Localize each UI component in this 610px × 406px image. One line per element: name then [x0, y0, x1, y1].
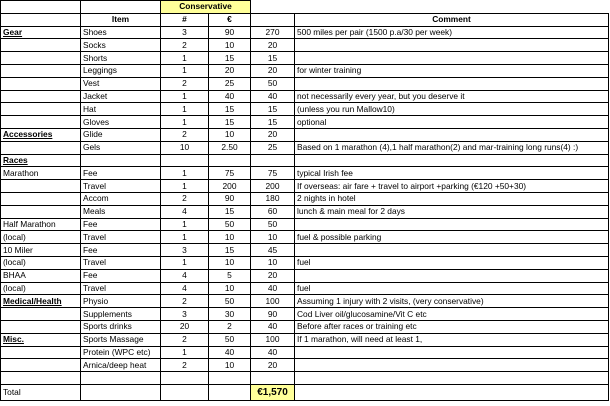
table-row — [1, 256, 609, 269]
count-cell[interactable]: 1 — [161, 116, 209, 129]
count-cell[interactable]: 1 — [161, 103, 209, 116]
count-cell[interactable]: 2 — [161, 128, 209, 141]
total-cell[interactable]: 20 — [251, 64, 295, 77]
cell[interactable] — [1, 372, 81, 385]
comment-cell[interactable] — [295, 77, 609, 90]
total-cell[interactable]: 10 — [251, 256, 295, 269]
table-row — [1, 128, 609, 141]
price-cell[interactable]: 2 — [209, 320, 251, 333]
comment-cell[interactable]: If 1 marathon, will need at least 1, — [295, 333, 609, 346]
table-row — [1, 141, 609, 154]
section-cell[interactable] — [1, 141, 81, 154]
comment-cell[interactable] — [295, 269, 609, 282]
cell[interactable] — [209, 372, 251, 385]
item-cell[interactable]: Meals — [81, 205, 161, 218]
table-row — [1, 154, 609, 167]
count-cell[interactable]: 20 — [161, 320, 209, 333]
comment-cell[interactable]: not necessarily every year, but you deserve it — [295, 90, 609, 103]
total-row — [1, 384, 609, 400]
count-cell[interactable]: 2 — [161, 333, 209, 346]
total-cell[interactable]: 50 — [251, 218, 295, 231]
total-cell[interactable]: 25 — [251, 141, 295, 154]
price-cell[interactable]: 50 — [209, 333, 251, 346]
price-cell[interactable]: 25 — [209, 77, 251, 90]
item-cell[interactable]: Fee — [81, 218, 161, 231]
total-cell[interactable]: 270 — [251, 26, 295, 39]
cell[interactable] — [1, 1, 81, 14]
price-cell[interactable]: 40 — [209, 90, 251, 103]
header-row — [1, 13, 609, 26]
table-row — [1, 52, 609, 65]
price-cell[interactable]: 10 — [209, 359, 251, 372]
table-row — [1, 26, 609, 39]
section-cell[interactable]: (local) — [1, 282, 81, 295]
table-row — [1, 359, 609, 372]
item-cell[interactable]: Fee — [81, 244, 161, 257]
count-cell[interactable]: 2 — [161, 39, 209, 52]
total-cell[interactable]: 40 — [251, 90, 295, 103]
grand-total[interactable]: €1,570 — [251, 384, 295, 400]
total-cell[interactable]: 20 — [251, 128, 295, 141]
comment-cell[interactable]: Assuming 1 injury with 2 visits, (very conservative) — [295, 295, 609, 308]
comment-cell[interactable] — [295, 218, 609, 231]
cell[interactable] — [161, 372, 209, 385]
total-cell[interactable]: 40 — [251, 282, 295, 295]
table-row — [1, 295, 609, 308]
section-cell[interactable]: Accessories — [1, 128, 81, 141]
price-cell[interactable]: 15 — [209, 244, 251, 257]
item-cell[interactable]: Sports drinks — [81, 320, 161, 333]
price-cell[interactable]: 90 — [209, 192, 251, 205]
cell[interactable] — [81, 372, 161, 385]
count-cell[interactable]: 1 — [161, 90, 209, 103]
comment-cell[interactable]: (unless you run Mallow10) — [295, 103, 609, 116]
section-cell[interactable] — [1, 90, 81, 103]
section-cell[interactable]: BHAA — [1, 269, 81, 282]
table-row — [1, 231, 609, 244]
table-row — [1, 333, 609, 346]
price-cell[interactable]: 10 — [209, 128, 251, 141]
count-cell[interactable]: 1 — [161, 52, 209, 65]
section-cell[interactable]: Misc. — [1, 333, 81, 346]
total-cell[interactable]: 100 — [251, 333, 295, 346]
section-cell[interactable] — [1, 52, 81, 65]
price-cell[interactable]: 50 — [209, 218, 251, 231]
count-cell[interactable] — [161, 154, 209, 167]
cell — [251, 1, 295, 14]
comment-cell[interactable]: Cod Liver oil/glucosamine/Vit C etc — [295, 308, 609, 321]
comment-cell[interactable] — [295, 359, 609, 372]
table-row — [1, 320, 609, 333]
item-cell[interactable]: Supplements — [81, 308, 161, 321]
count-cell[interactable]: 1 — [161, 256, 209, 269]
comment-cell[interactable]: lunch & main meal for 2 days — [295, 205, 609, 218]
count-cell[interactable]: 1 — [161, 346, 209, 359]
total-cell[interactable]: 15 — [251, 116, 295, 129]
total-cell[interactable]: 10 — [251, 231, 295, 244]
price-cell[interactable]: 200 — [209, 180, 251, 193]
spacer-row — [1, 372, 609, 385]
price-cell[interactable]: 20 — [209, 64, 251, 77]
item-cell[interactable]: Hat — [81, 103, 161, 116]
section-cell[interactable]: Half Marathon — [1, 218, 81, 231]
comment-cell[interactable] — [295, 244, 609, 257]
comment-cell[interactable]: for winter training — [295, 64, 609, 77]
price-cell[interactable]: 75 — [209, 167, 251, 180]
price-cell[interactable]: 15 — [209, 116, 251, 129]
item-cell[interactable]: Fee — [81, 269, 161, 282]
section-cell[interactable]: Medical/Health — [1, 295, 81, 308]
section-cell[interactable] — [1, 308, 81, 321]
header-blank[interactable] — [1, 13, 81, 26]
section-cell[interactable] — [1, 192, 81, 205]
table-row — [1, 244, 609, 257]
comment-cell[interactable]: typical Irish fee — [295, 167, 609, 180]
comment-cell[interactable]: If overseas: air fare + travel to airport +parking (€120 +50+30) — [295, 180, 609, 193]
section-cell[interactable] — [1, 205, 81, 218]
cell[interactable] — [81, 384, 161, 400]
count-cell[interactable]: 2 — [161, 77, 209, 90]
item-cell[interactable]: Sports Massage — [81, 333, 161, 346]
section-cell[interactable] — [1, 77, 81, 90]
total-cell[interactable]: 50 — [251, 77, 295, 90]
section-cell[interactable] — [1, 346, 81, 359]
count-cell[interactable]: 10 — [161, 141, 209, 154]
table-row — [1, 180, 609, 193]
scenario-row — [1, 1, 609, 14]
header-price[interactable]: € — [209, 13, 251, 26]
price-cell[interactable]: 10 — [209, 256, 251, 269]
item-cell[interactable]: Socks — [81, 39, 161, 52]
total-cell[interactable]: 100 — [251, 295, 295, 308]
table-row — [1, 218, 609, 231]
section-cell[interactable] — [1, 320, 81, 333]
price-cell[interactable]: 5 — [209, 269, 251, 282]
count-cell[interactable]: 1 — [161, 180, 209, 193]
count-cell[interactable]: 3 — [161, 308, 209, 321]
item-cell[interactable]: Travel — [81, 256, 161, 269]
item-cell[interactable]: Physio — [81, 295, 161, 308]
comment-cell[interactable]: 2 nights in hotel — [295, 192, 609, 205]
comment-cell[interactable]: fuel — [295, 282, 609, 295]
total-cell[interactable]: 20 — [251, 39, 295, 52]
item-cell[interactable]: Accom — [81, 192, 161, 205]
table-row — [1, 167, 609, 180]
comment-cell[interactable]: optional — [295, 116, 609, 129]
total-cell[interactable]: 180 — [251, 192, 295, 205]
comment-cell[interactable] — [295, 128, 609, 141]
price-cell[interactable]: 30 — [209, 308, 251, 321]
total-cell[interactable]: 200 — [251, 180, 295, 193]
section-cell[interactable] — [1, 64, 81, 77]
count-cell[interactable]: 4 — [161, 269, 209, 282]
price-cell[interactable]: 10 — [209, 39, 251, 52]
count-cell[interactable]: 3 — [161, 244, 209, 257]
table-row — [1, 308, 609, 321]
section-cell[interactable]: Gear — [1, 26, 81, 39]
table-row — [1, 205, 609, 218]
table-row — [1, 64, 609, 77]
cell[interactable] — [295, 372, 609, 385]
comment-cell[interactable]: Before after races or training etc — [295, 320, 609, 333]
price-cell[interactable]: 15 — [209, 205, 251, 218]
price-cell[interactable]: 15 — [209, 52, 251, 65]
total-cell[interactable]: 90 — [251, 308, 295, 321]
table-row — [1, 103, 609, 116]
section-cell[interactable] — [1, 359, 81, 372]
section-cell[interactable]: Marathon — [1, 167, 81, 180]
cell — [295, 1, 609, 14]
item-cell[interactable]: Shoes — [81, 26, 161, 39]
table-row — [1, 116, 609, 129]
count-cell[interactable]: 1 — [161, 218, 209, 231]
comment-cell[interactable] — [295, 39, 609, 52]
price-cell[interactable]: 10 — [209, 282, 251, 295]
item-cell[interactable]: Gloves — [81, 116, 161, 129]
item-cell[interactable]: Jacket — [81, 90, 161, 103]
count-cell[interactable]: 1 — [161, 64, 209, 77]
cell[interactable] — [295, 384, 609, 400]
count-cell[interactable]: 1 — [161, 167, 209, 180]
section-cell[interactable]: 10 Miler — [1, 244, 81, 257]
table-row — [1, 192, 609, 205]
total-cell[interactable]: 45 — [251, 244, 295, 257]
section-cell[interactable] — [1, 39, 81, 52]
price-cell[interactable]: 40 — [209, 346, 251, 359]
total-cell[interactable]: 60 — [251, 205, 295, 218]
scenario-label[interactable]: Conservative — [161, 1, 251, 14]
comment-cell[interactable] — [295, 154, 609, 167]
item-cell[interactable]: Gels — [81, 141, 161, 154]
comment-cell[interactable]: 500 miles per pair (1500 p.a/30 per week) — [295, 26, 609, 39]
table-row — [1, 39, 609, 52]
cell[interactable] — [81, 1, 161, 14]
count-cell[interactable]: 4 — [161, 282, 209, 295]
section-cell[interactable] — [1, 180, 81, 193]
item-cell[interactable]: Glide — [81, 128, 161, 141]
section-cell[interactable] — [1, 103, 81, 116]
count-cell[interactable]: 4 — [161, 205, 209, 218]
price-cell[interactable]: 15 — [209, 103, 251, 116]
cell[interactable] — [251, 372, 295, 385]
cell[interactable] — [209, 384, 251, 400]
total-cell[interactable]: 75 — [251, 167, 295, 180]
comment-cell[interactable]: fuel — [295, 256, 609, 269]
section-cell[interactable]: (local) — [1, 256, 81, 269]
section-cell[interactable]: Races — [1, 154, 81, 167]
item-cell[interactable]: Protein (WPC etc) — [81, 346, 161, 359]
item-cell[interactable] — [81, 154, 161, 167]
header-count[interactable]: # — [161, 13, 209, 26]
table-row — [1, 269, 609, 282]
price-cell[interactable]: 50 — [209, 295, 251, 308]
total-cell[interactable]: 15 — [251, 52, 295, 65]
table-row — [1, 77, 609, 90]
total-cell[interactable]: 20 — [251, 269, 295, 282]
header-total[interactable] — [251, 13, 295, 26]
item-cell[interactable]: Travel — [81, 231, 161, 244]
table-row — [1, 346, 609, 359]
table-row — [1, 90, 609, 103]
cell[interactable] — [161, 384, 209, 400]
table-row — [1, 282, 609, 295]
total-cell[interactable]: 20 — [251, 359, 295, 372]
comment-cell[interactable]: fuel & possible parking — [295, 231, 609, 244]
item-cell[interactable]: Leggings — [81, 64, 161, 77]
price-cell[interactable] — [209, 154, 251, 167]
count-cell[interactable]: 2 — [161, 192, 209, 205]
count-cell[interactable]: 2 — [161, 359, 209, 372]
item-cell[interactable]: Travel — [81, 282, 161, 295]
price-cell[interactable]: 90 — [209, 26, 251, 39]
count-cell[interactable]: 1 — [161, 231, 209, 244]
total-cell[interactable]: 15 — [251, 103, 295, 116]
item-cell[interactable]: Shorts — [81, 52, 161, 65]
header-comment[interactable]: Comment — [295, 13, 609, 26]
total-label[interactable]: Total — [1, 384, 81, 400]
total-cell[interactable]: 40 — [251, 320, 295, 333]
header-item[interactable]: Item — [81, 13, 161, 26]
section-cell[interactable] — [1, 116, 81, 129]
count-cell[interactable]: 2 — [161, 295, 209, 308]
total-cell[interactable] — [251, 154, 295, 167]
item-cell[interactable]: Travel — [81, 180, 161, 193]
comment-cell[interactable]: Based on 1 marathon (4),1 half marathon(2) and mar-training long runs(4) :) — [295, 141, 609, 154]
item-cell[interactable]: Fee — [81, 167, 161, 180]
comment-cell[interactable] — [295, 346, 609, 359]
count-cell[interactable]: 3 — [161, 26, 209, 39]
item-cell[interactable]: Vest — [81, 77, 161, 90]
price-cell[interactable]: 2.50 — [209, 141, 251, 154]
item-cell[interactable]: Arnica/deep heat — [81, 359, 161, 372]
section-cell[interactable]: (local) — [1, 231, 81, 244]
total-cell[interactable]: 40 — [251, 346, 295, 359]
comment-cell[interactable] — [295, 52, 609, 65]
price-cell[interactable]: 10 — [209, 231, 251, 244]
